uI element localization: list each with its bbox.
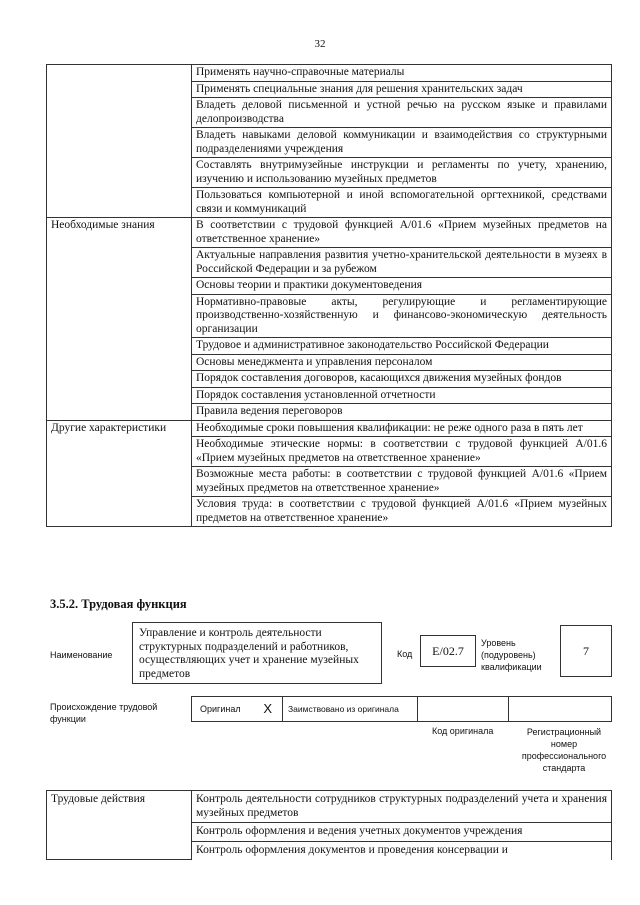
reg-number-label: Регистрационный номер профессионального стандарта (521, 727, 607, 773)
table-cell: В соответствии с трудовой функцией А/01.6 «Прием музейных предметов на ответственное хранение» (192, 218, 612, 248)
original-cell (191, 696, 283, 722)
page-number: 32 (314, 38, 326, 50)
table-cell: Трудовое и административное законодательство Российской Федерации (192, 338, 612, 355)
original-label: Оригинал (200, 704, 241, 714)
function-name-box: Управление и контроль деятельности структурных подразделений и работников, осуществляющих учет и хранение музейных предметов (132, 622, 382, 684)
origin-code-cell (417, 696, 509, 722)
section-title: 3.5.2. Трудовая функция (50, 597, 187, 611)
level-box: 7 (560, 625, 612, 677)
table-cell: Контроль деятельности сотрудников структурных подразделений учета и хранения музейных предметов (192, 791, 612, 823)
row-label-knowledge: Необходимые знания (47, 218, 192, 421)
code-box: E/02.7 (420, 635, 476, 667)
table-cell: Применять специальные знания для решения хранительских задач (192, 81, 612, 98)
original-mark: X (263, 701, 272, 716)
row-label-skills (47, 65, 192, 218)
table-cell: Порядок составления установленной отчетности (192, 387, 612, 404)
table-cell: Пользоваться компьютерной и иной вспомогательной оргтехникой, средствами связи и коммуникаций (192, 188, 612, 218)
row-label-other: Другие характеристики (47, 420, 192, 527)
borrowed-cell (282, 696, 418, 722)
name-label: Наименование (50, 650, 113, 660)
table-cell: Составлять внутримузейные инструкции и регламенты по учету, хранению, изучению и использованию музейных предметов (192, 158, 612, 188)
reg-number-cell (508, 696, 612, 722)
table-cell: Необходимые сроки повышения квалификации: не реже одного раза в пять лет (192, 420, 612, 437)
code-label: Код (397, 649, 413, 659)
actions-table (46, 790, 612, 860)
requirements-table (46, 64, 612, 527)
table-cell: Контроль оформления документов и проведения консервации и (192, 841, 612, 860)
table-cell: Основы теории и практики документоведения (192, 278, 612, 295)
table-cell: Нормативно-правовые акты, регулирующие и регламентирующие производственно-хозяйственную и финансово-экономическую деятельность организации (192, 294, 612, 338)
origin-label: Происхождение трудовой функции (50, 702, 158, 724)
table-cell: Условия труда: в соответствии с трудовой функцией А/01.6 «Прием музейных предметов на ответственное хранение» (192, 497, 612, 527)
level-label: Уровень (подуровень) квалификации (481, 638, 542, 672)
table-cell: Порядок составления договоров, касающихся движения музейных фондов (192, 371, 612, 388)
table-cell: Необходимые этические нормы: в соответствии с трудовой функцией А/01.6 «Прием музейных предметов на ответственное хранение» (192, 437, 612, 467)
table-cell: Основы менеджмента и управления персоналом (192, 354, 612, 371)
table-cell: Правила ведения переговоров (192, 404, 612, 421)
origin-code-label: Код оригинала (432, 726, 494, 736)
table-cell: Актуальные направления развития учетно-хранительской деятельности в музеях в Российской Федерации и за рубежом (192, 248, 612, 278)
table-cell: Контроль оформления и ведения учетных документов учреждения (192, 823, 612, 842)
table-cell: Владеть деловой письменной и устной речью на русском языке и правилами делопроизводства (192, 98, 612, 128)
table-cell: Возможные места работы: в соответствии с трудовой функцией А/01.6 «Прием музейных предметов на ответственное хранение» (192, 467, 612, 497)
table-cell: Применять научно-справочные материалы (192, 65, 612, 82)
table-cell: Владеть навыками деловой коммуникации и взаимодействия со структурными подразделениями учреждения (192, 128, 612, 158)
row-label-actions: Трудовые действия (47, 791, 192, 860)
borrowed-label: Заимствовано из оригинала (288, 704, 399, 714)
